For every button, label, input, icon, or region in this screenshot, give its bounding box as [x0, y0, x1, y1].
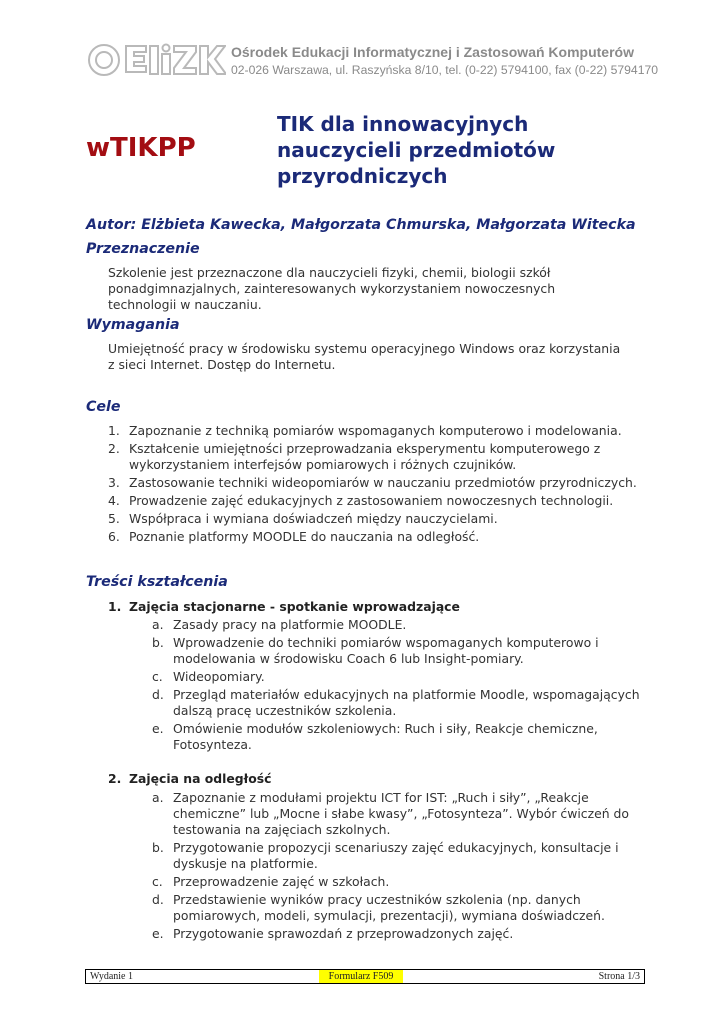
institution-name: Ośrodek Edukacji Informatycznej i Zastosowań Komputerów [231, 44, 634, 60]
block-1-list [152, 617, 652, 755]
list-item: c. Wideopomiary. [152, 669, 265, 684]
list-item: 1. Zapoznanie z techniką pomiarów wspomaganych komputerowo i modelowania. [108, 423, 622, 438]
list-item-text: Wprowadzenie do techniki pomiarów wspomaganych komputerowo i modelowania w środowisku Coach 6 lub Insight-pomiary. [173, 635, 599, 666]
block-2-list [152, 790, 652, 944]
footer-form-number: Formularz F509 [319, 970, 403, 983]
list-item: 3. Zastosowanie techniki wideopomiarów w nauczaniu przedmiotów przyrodniczych. [108, 475, 637, 490]
cele-list [108, 423, 648, 547]
course-code: wTIKPP [86, 133, 196, 163]
page-footer [85, 969, 645, 984]
list-item-text: Omówienie modułów szkoleniowych: Ruch i siły, Reakcje chemiczne, Fotosynteza. [173, 721, 598, 752]
list-item-text: Zapoznanie z modułami projektu ICT for IST: „Ruch i siły”, „Reakcje chemiczne” lub „Mocne i słabe kwasy”, „Fotosynteza”. Wybór ćwiczeń do testowania na zajęciach szkolnych. [173, 790, 629, 837]
section-heading-przeznaczenie: Przeznaczenie [86, 241, 200, 257]
list-item: b. Wprowadzenie do techniki pomiarów wspomaganych komputerowo i modelowania w środowisku Coach 6 lub Insight-pomiary. [152, 635, 599, 666]
block-heading-2 [108, 771, 272, 786]
przeznaczenie-text: Szkolenie jest przeznaczone dla nauczycieli fizyki, chemii, biologii szkół ponadgimnazjalnych, zainteresowanych wykorzystaniem nowoczesnych technologii w nauczaniu. [108, 265, 556, 312]
institution-address: 02-026 Warszawa, ul. Raszyńska 8/10, tel. (0-22) 5794100, fax (0-22) 5794170 [231, 63, 659, 77]
list-item-text: Przegląd materiałów edukacyjnych na platformie Moodle, wspomagających dalszą pracę uczestników szkolenia. [173, 687, 640, 718]
section-heading-wymagania: Wymagania [86, 317, 180, 333]
block-number: 2. [108, 771, 122, 786]
list-item: d. Przegląd materiałów edukacyjnych na platformie Moodle, wspomagających dalszą pracę uczestników szkolenia. [152, 687, 640, 718]
list-item-text: Kształcenie umiejętności przeprowadzania eksperymentu komputerowego z wykorzystaniem interfejsów pomiarowych i różnych czujników. [129, 441, 601, 472]
list-item: a. Zasady pracy na platformie MOODLE. [152, 617, 407, 632]
list-item: e. Przygotowanie sprawozdań z przeprowadzonych zajęć. [152, 926, 514, 941]
list-item: b. Przygotowanie propozycji scenariuszy zajęć edukacyjnych, konsultacje i dyskusje na platformie. [152, 840, 619, 871]
list-item-text: Zasady pracy na platformie MOODLE. [173, 617, 407, 632]
list-item: d. Przedstawienie wyników pracy uczestników szkolenia (np. danych pomiarowych, modeli, symulacji, prezentacji), wymiana doświadczeń. [152, 892, 605, 923]
list-item-text: Zastosowanie techniki wideopomiarów w nauczaniu przedmiotów przyrodniczych. [129, 475, 637, 490]
list-item-text: Prowadzenie zajęć edukacyjnych z zastosowaniem nowoczesnych technologii. [129, 493, 614, 508]
list-item-text: Przedstawienie wyników pracy uczestników szkolenia (np. danych pomiarowych, modeli, symulacji, prezentacji), wymiana doświadczeń. [173, 892, 605, 923]
list-item: 5. Współpraca i wymiana doświadczeń między nauczycielami. [108, 511, 498, 526]
course-title: TIK dla innowacyjnych nauczycieli przedmiotów przyrodniczych [277, 112, 556, 188]
list-item-text: Przeprowadzenie zajęć w szkołach. [173, 874, 390, 889]
list-item: 2. Kształcenie umiejętności przeprowadzania eksperymentu komputerowego z wykorzystaniem interfejsów pomiarowych i różnych czujników. [108, 441, 601, 472]
block-title: Zajęcia na odległość [129, 771, 272, 786]
section-heading-cele: Cele [86, 399, 121, 415]
footer-page-number: Strona 1/3 [598, 971, 640, 982]
list-item: c. Przeprowadzenie zajęć w szkołach. [152, 874, 390, 889]
list-item: 6. Poznanie platformy MOODLE do nauczania na odległość. [108, 529, 480, 544]
list-item-text: Współpraca i wymiana doświadczeń między nauczycielami. [129, 511, 498, 526]
list-item-text: Przygotowanie propozycji scenariuszy zajęć edukacyjnych, konsultacje i dyskusje na platformie. [173, 840, 619, 871]
list-item: 4. Prowadzenie zajęć edukacyjnych z zastosowaniem nowoczesnych technologii. [108, 493, 614, 508]
list-item-text: Przygotowanie sprawozdań z przeprowadzonych zajęć. [173, 926, 514, 941]
block-number: 1. [108, 599, 122, 614]
list-item: e. Omówienie modułów szkoleniowych: Ruch i siły, Reakcje chemiczne, Fotosynteza. [152, 721, 598, 752]
block-heading-1 [108, 599, 460, 614]
block-title: Zajęcia stacjonarne - spotkanie wprowadzające [129, 599, 460, 614]
wymagania-text: Umiejętność pracy w środowisku systemu operacyjnego Windows oraz korzystania z sieci Internet. Dostęp do Internetu. [108, 341, 621, 372]
list-item-text: Zapoznanie z techniką pomiarów wspomaganych komputerowo i modelowania. [129, 423, 622, 438]
section-heading-tresci: Treści kształcenia [86, 574, 228, 590]
footer-edition: Wydanie 1 [90, 971, 133, 982]
list-item-text: Wideopomiary. [173, 669, 265, 684]
oeiizk-logo [86, 40, 226, 80]
list-item-text: Poznanie platformy MOODLE do nauczania na odległość. [129, 529, 480, 544]
list-item: a. Zapoznanie z modułami projektu ICT for IST: „Ruch i siły”, „Reakcje chemiczne” lub „Mocne i słabe kwasy”, „Fotosynteza”. Wybór ćwiczeń do testowania na zajęciach szkolnych. [152, 790, 629, 837]
author-line: Autor: Elżbieta Kawecka, Małgorzata Chmurska, Małgorzata Witecka [86, 217, 636, 233]
